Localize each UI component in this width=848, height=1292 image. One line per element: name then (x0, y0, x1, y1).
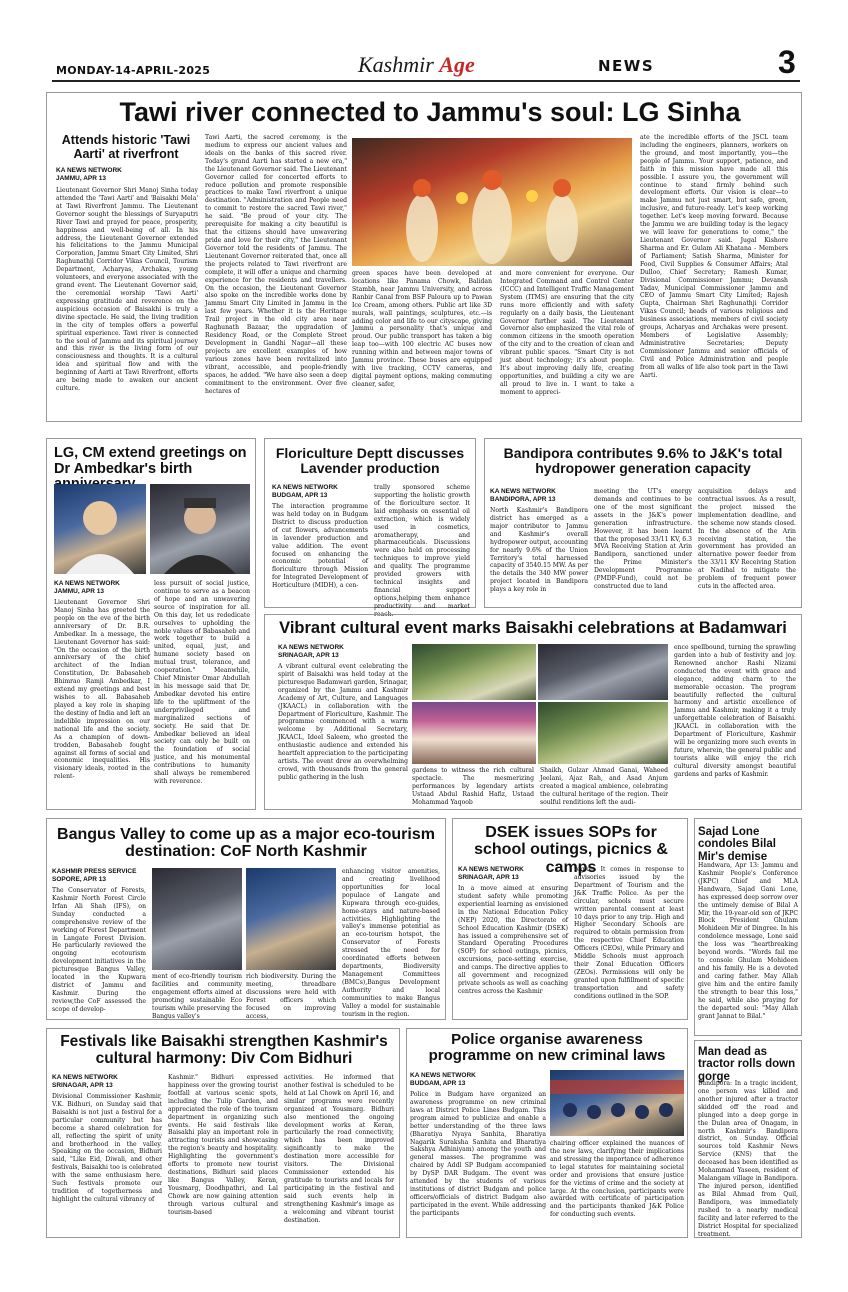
byline-network: KA NEWS NETWORK (458, 866, 524, 873)
bangus-col-2: ment of eco-friendly tourism facilities and community engagement efforts aimed at promoting sustainable Eco tourism while preserving the Bangus valley's (152, 973, 242, 1020)
bangus-byline (52, 868, 136, 884)
byline-dateline: BANDIPORA, APR 13 (490, 496, 556, 504)
main-headline: Tawi river connected to Jammu's soul: LG Sinha (119, 97, 741, 127)
bangus-col-1: The Conservator of Forests, Kashmir North Forest Circle Irfan Ali Shah (IFS), on Sunday conducted a comprehensive review of the working of Forest Department in Langate Forest Division. He particularly reviewed the ongoing ecotourism development initiatives in the picturesque Bangus Valley, located in the Kupwara district of Jammu and Kashmir. During the review,the CoF assessed the scope of develop- (52, 887, 146, 1013)
bangus-col-3: rich biodiversity. During the meeting, threadbare discussions were held with Forest officers which focused on improving access, (246, 973, 336, 1020)
issue-date: MONDAY-14-APRIL-2025 (56, 64, 211, 77)
bandipora-headline: Bandipora contributes 9.6% to J&K's total hydropower generation capacity (503, 445, 783, 477)
floriculture-col-1: The interaction programme was held today on in Budgam District to discuss production of cut flowers, advancements in lavender production and value addition. The event focused on enhancing the economic potential of floriculture through Mission for Integrated Development of Horticulture (MIDH), a cen- (272, 503, 368, 590)
page-number: 3 (778, 44, 796, 80)
dsek-col-2: region. It comes in response to advisories issued by the Department of Tourism and the J&K Traffic Police. As per the circular, schools must secure written parental consent at least 10 days prior to any trip. High and Higher Secondary Schools are required to obtain permission from the respective Chief Education Officers (CEOs), while Primary and Middle Schools must approach their Zonal Education Officers (ZEOs). Permissions will only be granted upon fulfillment of specific transportation and safety conditions outlined in the SOP. (574, 866, 684, 1000)
byline-network: KASHMIR PRESS SERVICE (52, 868, 137, 875)
bangus-col-4: enhancing visitor amenities, and creating livelihood opportunities for local populace of Langate and Kupwara through eco-guides, home-stays and nature-based activities. Highlighting the valley's immense potential as an eco-tourism hotspot, the Conservator of Forests stressed the need for coordinated efforts between departments, Biodiversity Management Committees (BMCs),Bangus Development Authority and local communities to make Bangus Valley a model for sustainable tourism in the region. (342, 868, 440, 1018)
festivals-col-2: Kashmir." Bidhuri expressed happiness over the growing tourist footfall at various scenic spots, including the Tulip Garden, and appreciated the role of the tourism department in organizing such events. He said festivals like Baisakhi play an important role in attracting tourists and showcasing the region's beauty and hospitality. Highlighting the government's efforts to promote new tourist destinations, Bidhuri said places like Bangus Valley, Keran, Yousmarg, Doodhpathri, and Lal Chowk are now gaining attention through various cultural and tourism-based (168, 1074, 278, 1216)
main-col-1: Lieutenant Governor Shri Manoj Sinha today attended the 'Tawi Aarti' and 'Baisakhi Mela' at Tawi Riverfront Jammu. The Lieutenant Governor sought the blessings of Suryaputri River Tawi and prayed for peace, prosperity, happiness and well-being of all. In his address, the Lieutenant Governor extended his felicitations to the Jammu Municipal Corporation, Jammu Smart City Limited, Shri Raghunathji Corridor Vikas Council, Tourism Department, Acharyas, Archakas, young volunteers, and everyone associated with the grand event. The Lieutenant Governor said, the ceremonial worship 'Tawi Aarti' expressing gratitude and reverence on the auspicious occasion of Baisakhi is truly a divine spectacle. He said, the living tradition in the city of temples offers a powerful spiritual experience. Tawi river is connected to the soul of Jammu and its spiritual journey and this river is the living form of our consciousness and thoughts. It is a cultural idea and spiritual flow and with the beginning of Aarti at Tawi Riverfront, efforts are being made to awaken our ancient culture. (56, 187, 198, 393)
badamwari-photo-3 (412, 702, 536, 764)
bangus-headline: Bangus Valley to come up as a major eco-tourism destination: CoF North Kashmir (57, 826, 435, 861)
bandipora-col-3: acquisition delays and contractual issues. As a result, the project missed the implementation deadline, and the scheme now stands closed. In the absence of the Arin receiving station, the government has provided an alternative power feeder from the 33/11 KV Receiving Station at Nadihal to mitigate the problem of frequent power cuts in the affected area. (698, 488, 796, 591)
floriculture-headline: Floriculture Deptt discusses Lavender production (275, 445, 465, 477)
byline-dateline: SRINAGAR, APR 13 (52, 1082, 113, 1090)
portrait-lg-icon (54, 484, 146, 574)
festivals-headline: Festivals like Baisakhi strengthen Kashmir's cultural harmony: Div Com Bidhuri (60, 1033, 388, 1067)
header-rule (52, 80, 800, 82)
photo-audience-icon (550, 1070, 684, 1136)
floriculture-col-2: trally sponsored scheme supporting the holistic growth of the floriculture sector. It laid emphasis on essential oil extraction, which is widely used in cosmetics, aromatherapy, and pharmaceuticals. Discussions were also held on processing techniques to improve yield and quality. The programme provided growers with technical insights and financial support options,helping them enhance productivity and market reach. (374, 484, 470, 618)
cm-portrait-photo (150, 484, 250, 574)
tawi-aarti-photo (352, 138, 632, 266)
bandipora-col-1: North Kashmir's Bandipora district has emerged as a major contributor to Jammu and Kashmir's overall hydropower output, accounting for nearly 9.6% of the Union Territory's total harnessed capacity of 3540.15 MW. As per the details the 340 MW power project located in Bandipora plays a key role in (490, 507, 588, 594)
dsek-col-1: In a move aimed at ensuring student safety while promoting experiential learning as envisioned in the National Education Policy (NEP) 2020, the Directorate of School Education Kashmir (DSEK) has issued a comprehensive set of Standard Operating Procedures (SOP) for school outings, picnics, excursions, pace-setting exercise, and camps. The directive applies to all government and recognized private schools as well as coaching centres across the Kashmir (458, 885, 568, 995)
byline-network: KA NEWS NETWORK (272, 484, 338, 491)
tractor-col-1: Bandipora: In a tragic incident, one person was killed and another injured after a tractor skidded off the road and plunged into a deep gorge in the Dulan area of Onagam, in north Kashmir's Bandipora district, on Sunday. Official sources told Kashmir News Service (KNS) that the deceased has been identified as Mohammad Yaseen, resident of Malangam village in Bandipora. The injured person, identified as Bilal Ahmad from Quil, Bandipora, was immediately rushed to a nearby medical facility and later referred to the District Hospital for specialized treatment. (698, 1080, 798, 1238)
bandipora-col-2: meeting the UT's energy demands and continues to be one of the most significant assets in the J&K's power generation infrastructure. However, it has been learnt that the proposed 33/11 KV, 6.3 MVA Receiving Station at Arin Bandipora, sanctioned under the Prime Minister's Development Programme (PMDP-Fund), could not be constructed due to land (594, 488, 692, 591)
byline-dateline: JAMMU, APR 13 (56, 175, 106, 183)
photo-figures-icon (352, 138, 632, 266)
badamwari-photo-2 (538, 644, 668, 700)
police-byline (410, 1072, 476, 1088)
byline-network: KA NEWS NETWORK (490, 488, 556, 495)
main-col-5: ate the incredible efforts of the JSCL team including the engineers, planners, workers on the ground, and most importantly, you—the people of Jammu. Your support, patience, and faith in this mission have made all this possible. I assure you, the government will continue to stand firmly behind such development efforts. Our vision is clear—to make Jammu not just smart, but safe, green, inclusive, and future-ready. Let's keep working together. Let's keep moving forward. Because the Jammu we are building today is the legacy we will leave for generations to come," the Lieutenant Governor said. Jugal Kishore Sharma and Er. Gulam Ali Khatana - Members of Parliament; Satish Sharma, Minister for Food, Civil Supplies & Consumer Affairs; Atal Dulloo, Chief Secretary; Ramesh Kumar, Divisional Commissioner Jammu; Devansh Yadav, Municipal Commissioner Jammu and CEO of Jammu Smart City Limited; Rajesh Gupta, Chairman Shri Raghunathji Corridor Vikas Council; heads of various religious and business associations, members of civil society groups, Acharyas and Archakas were present. Members of Legislative Assembly; Administrative Secretaries; Deputy Commissioner Jammu and senior officials of Civil and Police Administration and people from all walks of life also took part in the Tawi Aarti. (640, 134, 788, 379)
logo-word-kashmir: Kashmir (358, 52, 434, 77)
baisakhi-col-4: ence spellbound, turning the sprawling garden into a hub of festivity and joy. Renowned anchor Rashi Nizami conducted the event with grace and elegance, adding charm to the memorable occasion. The program beautifully reflected the cultural harmony and artistic excellence of Jammu and Kashmir, making it a truly unforgettable celebration of Baisakhi. JKAACL in collaboration with the Department of Floriculture, Kashmir will be organizing more such events in future, wherein, the general public and tourists alike will enjoy the rich cultural diversity amongst beautiful gardens and parks of Kashmir. (674, 644, 796, 778)
festivals-byline (52, 1074, 118, 1090)
police-event-photo (550, 1070, 684, 1136)
tractor-headline: Man dead as tractor rolls down gorge (698, 1046, 796, 1083)
baisakhi-headline: Vibrant cultural event marks Baisakhi celebrations at Badamwari (279, 619, 787, 637)
baisakhi-col-3: Shaikh, Gulzar Ahmad Ganai, Waheed Jeelani, Ajaz Rah, and Asad Anjum created a magical ambience, celebrating the cultural heritage of the region. Their soulful renditions left the audi- (540, 767, 668, 806)
byline-dateline: SOPORE, APR 13 (52, 876, 106, 884)
festivals-col-3: activities. He informed that another festival is scheduled to be held at Lal Chowk on April 16, and similar programs were recently organized at Yousmarg. Bidhuri also mentioned the ongoing development works at Keran, particularly the road connectivity, which has been improved significantly to make the destination more accessible for visitors. The Divisional Commissioner extended his gratitude to tourists and locals for participating in the festival and said such events help in strengthening Kashmir's image as a welcoming and vibrant tourist destination. (284, 1074, 394, 1224)
sajad-headline: Sajad Lone condoles Bilal Mir's demise (698, 826, 776, 863)
dsek-headline: DSEK issues SOPs for school outings, picnics & camps (474, 824, 668, 876)
byline-network: KA NEWS NETWORK (54, 580, 120, 587)
badamwari-photo-4 (538, 702, 668, 764)
logo-word-age: Age (439, 52, 475, 77)
floriculture-byline (272, 484, 338, 500)
baisakhi-col-2: gardens to witness the rich cultural spectacle. The mesmerizing performances by legendary artists Ustaad Abdul Rashid Hafiz, Ustaad Mohammad Yaqoob (412, 767, 534, 806)
byline-network: KA NEWS NETWORK (410, 1072, 476, 1079)
main-subhead: Attends historic 'Tawi Aarti' at riverfront (61, 133, 191, 161)
bangus-photo-2 (246, 868, 336, 970)
police-col-1: Police in Budgam have organized an awareness programme on new criminal laws at District Police Lines Budgam. This program aimed to publicize and enable a better understanding of the three laws (Bharatiya Nyaya Sanhita, Bharatiya Nagarik Suraksha Sanhita and Bharatiya Sakshya Adhiniyam) among the youth and general masses. The programme was chaired by Addl SP Budgam accompanied by DySP DAR Budgam. The event was attended by the students of various institutions of district Budgam and police officers/officials of district Budgam also participated in the event. While addressing the participants (410, 1091, 546, 1217)
ambedkar-byline (54, 580, 120, 596)
masthead-logo (358, 52, 475, 78)
sajad-col-1: Handwara, Apr 13: Jammu and Kashmir People's Conference (JKPC) Chief and MLA Handwara, Sajad Gani Lone, has expressed deep sorrow over the untimely demise of Bilal A Mir, the 19-year-old son of JKPC Block President Ghulam Mohideen Mir of Dingree. In his condolence message, Lone said the loss was "heartbreaking beyond words. "Words fail me to console Ghulam Mohideen and his family. He is a devoted and caring father. May Allah give him and the entire family the strength to bear this loss," he said, while also praying for the departed soul: "May Allah grant Jannat to Bilal." (698, 862, 798, 1020)
ambedkar-headline: LG, CM extend greetings on Dr Ambedkar's birth (54, 445, 247, 477)
byline-dateline: SRINAGAR, APR 13 (458, 874, 519, 882)
byline-dateline: JAMMU, APR 13 (54, 588, 104, 596)
baisakhi-col-1: A vibrant cultural event celebrating the spirit of Baisakhi was held today at the picturesque Badamwari garden, Srinagar, organized by the Jammu and Kashmir Academy of Art, Culture, and Languages (JKAACL) in collaboration with the Department of Floriculture, Kashmir. The programme commenced with a warm welcome by Additional Secretary, JKAACL, Ideel Saleem, who greeted the enthusiastic audience and extended his heartfelt appreciation to the participating artists. The event drew an overwhelming crowd, with thousands from the general public gathering in the lush (278, 663, 408, 781)
section-name: NEWS (598, 57, 655, 75)
bandipora-byline (490, 488, 556, 504)
byline-network: KA NEWS NETWORK (52, 1074, 118, 1081)
badamwari-photo-1 (412, 644, 536, 700)
bangus-photo-1 (152, 868, 242, 970)
main-col-2: Tawi Aarti, the sacred ceremony, is the medium to express our ancient values and ideals on the banks of this sacred river. Today's grand Aarti has started a new era," the Lieutenant Governor said. The Lieutenant Governor called for concerted efforts to reduce pollution and promote responsible practices to make Tawi riverfront a unique destination. "Administration and People need to commit to restore the sacred Tawi river," he said. "Be proud of your city. The prerequisite for making a city beautiful is that the citizens should have unwavering pride and love for their city," the Lieutenant Governor told the residents of Jammu. The Lieutenant Governor reiterated that, once all the projects related to Tawi riverfront are complete, it will offer a unique and charming experience for the residents and travellers. On the occasion, the Lieutenant Governor also spoke on the incredible works done by Jammu Smart City Limited in Jammu in the last few years. Whether it is the Heritage Trail project in the old city area near Raghunath Bazaar, the upgradation of Residency Road, or the Complete Street Development in Gandhi Nagar—all these projects are excellent examples of how various zones have been revitalized into vibrant, accessible, and people-friendly spaces, he added. "We have also seen a deep commitment to the environment. Over five hectares of (205, 134, 347, 395)
police-headline: Police organise awareness programme on new criminal laws (428, 1031, 666, 1065)
byline-dateline: SRINAGAR, APR 13 (278, 652, 339, 660)
main-col-3: green spaces have been developed at locations like Panama Chowk, Balidan Stambh, near Jammu University, and across Ranbir Canal from BSF Paloura up to Pawan Ice Cream, among others. Public art like 3D murals, wall paintings, sculptures, etc.—is adding color and life to our cityscape, giving Jammu a personality that's unique and proud. Our public transport has taken a big leap too—with 100 electric AC buses now running within and between major towns of Jammu province. These buses are equipped with live tracking, CCTV cameras, and digital payment options, making commuting cleaner, safer, (352, 270, 492, 388)
ambedkar-col-1: Lieutenant Governor Shri Manoj Sinha has greeted the people on the eve of the birth anniversary of Dr. B.R. Ambedkar. In a message, the Lieutenant Governor has said: "On the occasion of the birth anniversary of the chief architect of the Indian Constitution, Dr. Babasaheb Bhimrao Ramji Ambedkar, I extend my greetings and best wishes to all. Babasaheb played a key role in shaping the destiny of India and left an indelible impression on our national life and the society. As a champion of down-trodden, Babasaheb fought against all forms of social and economic inequalities. His visionary ideals, rooted in the relent- (54, 599, 150, 781)
police-col-2: chairing officer explained the nuances of the new laws, clarifying their implications and stressing the importance of adherence to legal statutes for maintaining societal order and provisions that ensure justice for the victims of crime and the society at large. At the conclusion, participants were awarded with certificate of participation and the participants thanked J&K Police for conducting such events. (550, 1140, 684, 1219)
dsek-byline (458, 866, 524, 882)
portrait-cm-icon (150, 484, 250, 574)
byline-network: KA NEWS NETWORK (278, 644, 344, 651)
main-col-4: and more convenient for everyone. Our Integrated Command and Control Center (ICCC) and Intelligent Traffic Management System (ITMS) are ensuring that the city runs more efficiently and with safety regularly on a daily basis, the Lieutenant Governor further said. The Lieutenant Governor also emphasized the vital role of common citizens in the smooth operation of the city and to the creation of clean and vibrant public spaces. "Smart City is not just about technology; it's about people. It's about improving daily life, creating opportunities, and building a city we are all proud to live in. I want to take a moment to appreci- (500, 270, 634, 396)
main-byline (56, 167, 122, 183)
byline-network: KA NEWS NETWORK (56, 167, 122, 174)
ambedkar-col-2: less pursuit of social justice, continue to serve as a beacon of hope and an unwavering source of inspiration for all. On this day, let us rededicate ourselves to upholding the noble values of Babasaheb and work together to build a united, equal, just, and humane society based on mutual trust, tolerance, and cooperation." Meanwhile, Chief Minister Omar Abdullah in his message said that Dr. Ambedkar devoted his entire life to the upliftment of the underprivileged and marginalized sections of society. He said that Dr. Ambedkar believed an ideal society can only be built on the foundation of social justice, and his monumental contributions to humanity shall always be remembered with reverence. (154, 580, 250, 786)
lg-portrait-photo (54, 484, 146, 574)
byline-dateline: BUDGAM, APR 13 (272, 492, 328, 500)
festivals-col-1: Divisional Commissioner Kashmir, V.K. Bidhuri, on Sunday said that Baisakhi is not just a festival for a particular community but has become a shared celebration for all, reflecting the spirit of unity and brotherhood in the valley. Speaking on the occasion, Bidhuri said, "Like Eid, Diwali, and other festivals, Baisakhi too is celebrated with the same enthusiasm here. Such festivals promote our tradition of togetherness and highlight the cultural vibrancy of (52, 1093, 162, 1203)
byline-dateline: BUDGAM, APR 13 (410, 1080, 466, 1088)
baisakhi-byline (278, 644, 344, 660)
